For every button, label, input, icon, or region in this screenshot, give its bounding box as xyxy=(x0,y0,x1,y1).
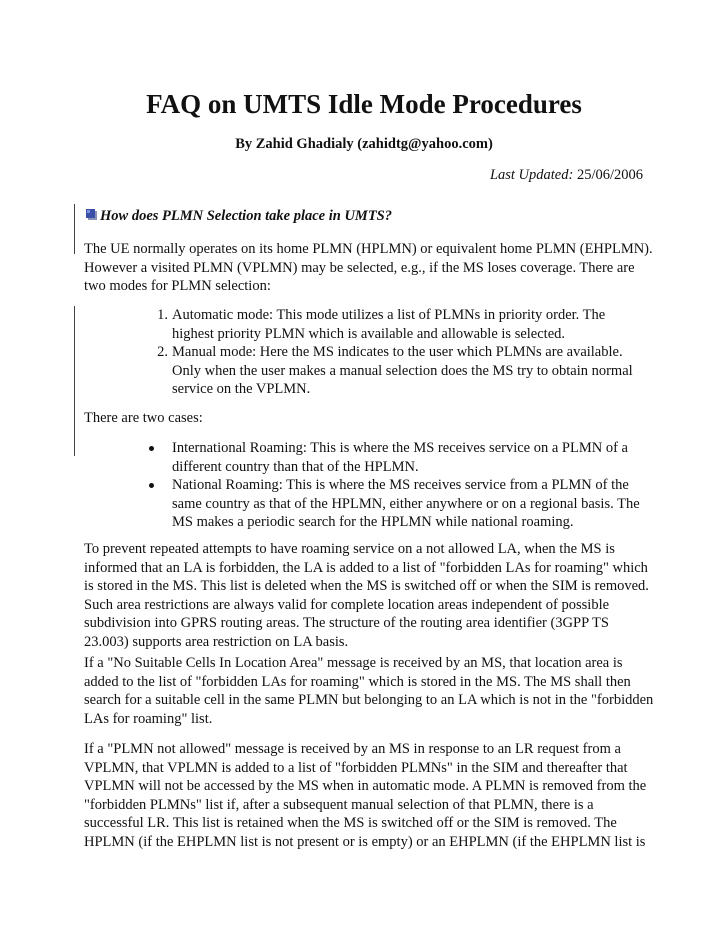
last-updated-date: 25/06/2006 xyxy=(576,167,643,183)
page-title: FAQ on UMTS Idle Mode Procedures xyxy=(146,89,582,119)
last-updated-label: Last Updated: xyxy=(489,167,574,183)
blue-square-bullet-icon xyxy=(86,208,98,220)
list-item-text: National Roaming: This is where the MS receives service from a PLMN of the same country as that of the HPLMN, either anywhere or on a regional basis. The MS makes a periodic search for the HPLMN while national roaming. xyxy=(172,477,640,530)
roaming-cases-list xyxy=(172,439,647,532)
intro-paragraph: The UE normally operates on its home PLMN (HPLMN) or equivalent home PLMN (EHPLMN). However a visited PLMN (VPLMN) may be selected, e.g., if the MS loses coverage. There are two modes for PLMN selection: xyxy=(84,241,653,294)
list-item-text: Automatic mode: This mode utilizes a list of PLMNs in priority order. The highest priority PLMN which is available and allowable is selected. xyxy=(172,307,606,342)
revision-bar-top xyxy=(74,204,75,254)
list-number: 1. xyxy=(157,307,168,323)
list-item-text: Manual mode: Here the MS indicates to the user which PLMNs are available. Only when the user makes a manual selection does the MS try to obtain normal service on the VPLMN. xyxy=(172,344,633,397)
author-byline: By Zahid Ghadialy (zahidtg@yahoo.com) xyxy=(235,136,493,152)
list-item-text: International Roaming: This is where the MS receives service on a PLMN of a different country than that of the HPLMN. xyxy=(172,440,628,475)
list-item xyxy=(157,306,647,343)
plmn-not-allowed-paragraph: If a "PLMN not allowed" message is received by an MS in response to an LR request from a VPLMN, that VPLMN is added to a list of "forbidden PLMNs" in the SIM and thereafter that VPLMN will not be accessed by the MS when in automatic mode. A PLMN is removed from the "forbidden PLMNs" list if, after a subsequent manual selection of that PLMN, there is a successful LR. This list is retained when the MS is switched off or the SIM is removed. The HPLMN (if the EHPLMN list is not present or is empty) or an EHPLMN (if the EHPLMN list is xyxy=(84,741,647,850)
bullet-icon xyxy=(149,483,154,488)
list-item xyxy=(172,439,647,476)
faq-question xyxy=(86,207,392,225)
list-item xyxy=(157,343,647,399)
selection-modes-list xyxy=(157,306,647,399)
list-number: 2. xyxy=(157,344,168,360)
list-item xyxy=(172,476,647,532)
no-suitable-cells-paragraph: If a "No Suitable Cells In Location Area" message is received by an MS, that location area is added to the list of "forbidden LAs for roaming" which is stored in the MS. The MS shall then search for a suitable cell in the same PLMN but belonging to an LA which is not in the "forbidden LAs for roaming" list. xyxy=(84,655,654,727)
forbidden-la-paragraph: To prevent repeated attempts to have roaming service on a not allowed LA, when the MS is informed that an LA is forbidden, the LA is added to a list of "forbidden LAs for roaming" which is stored in the MS. This list is deleted when the MS is switched off or when the SIM is removed. Such area restrictions are always valid for complete location areas independent of possible subdivision into GPRS routing areas. The structure of the routing area identifier (3GPP TS 23.003) supports area restriction on LA basis. xyxy=(84,541,649,650)
faq-question-text: How does PLMN Selection take place in UMTS? xyxy=(100,208,392,224)
revision-bar-bottom xyxy=(74,306,75,456)
cases-intro: There are two cases: xyxy=(84,410,203,426)
bullet-icon xyxy=(149,446,154,451)
last-updated xyxy=(490,166,643,184)
